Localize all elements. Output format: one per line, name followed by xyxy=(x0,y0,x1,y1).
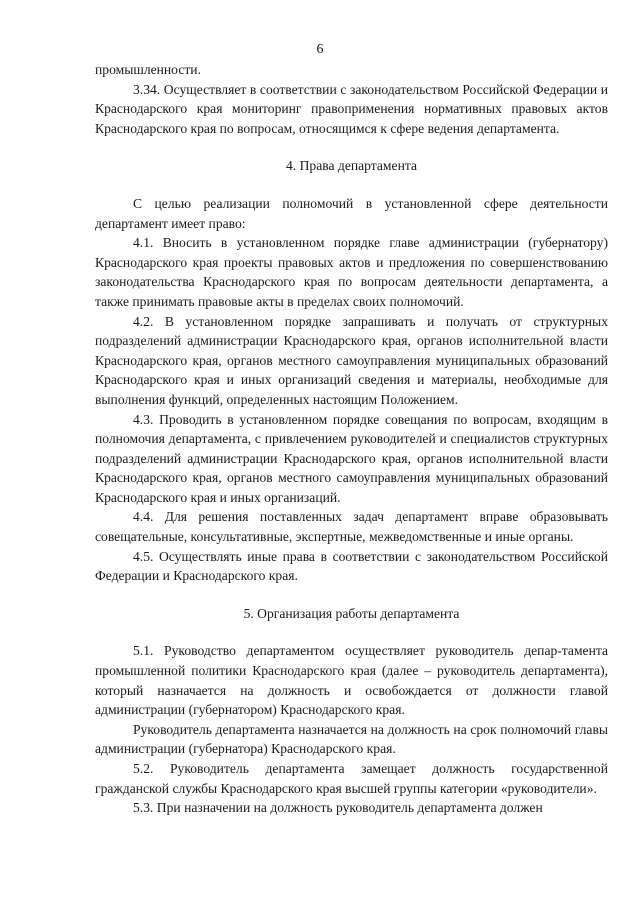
paragraph-continuation: промышленности. xyxy=(95,62,201,77)
document-body xyxy=(95,60,608,818)
paragraph-5-3: 5.3. При назначении на должность руководитель департамента должен xyxy=(133,800,543,816)
paragraph-4-1: 4.1. Вносить в установленном порядке главе администрации (губернатору) Краснодарского края проекты правовых актов и предложения по совершенствованию законодательства Краснодарского края по вопросам деятельности департамента, а также принимать правовые акты в пределах своих полномочий. xyxy=(95,235,608,309)
paragraph-4-3: 4.3. Проводить в установленном порядке совещания по вопросам, входящим в полномочия департамента, с привлечением руководителей и специалистов структурных подразделений администрации Краснодарского края, органов исполнительной власти Краснодарского края, органов местного самоуправления муниципальных образований Краснодарского края и иных организаций. xyxy=(95,411,608,505)
paragraph-5-2: 5.2. Руководитель департамента замещает должность государственной гражданской службы Краснодарского края высшей группы категории «руководители». xyxy=(95,761,608,796)
paragraph-4-5: 4.5. Осуществлять иные права в соответствии с законодательством Российской Федерации и Краснодарского края. xyxy=(95,548,608,584)
section-heading-5: 5. Организация работы департамента xyxy=(243,605,460,621)
paragraph-4-2: 4.2. В установленном порядке запрашивать и получать от структурных подразделений администрации Краснодарского края, органов исполнительной власти Краснодарского края, органов местного самоуправления муниципальных образований Краснодарского края и иных организаций сведения и материалы, необходимые для выполнения функций, определенных настоящим Положением. xyxy=(95,313,608,407)
paragraph-4-4: 4.4. Для решения поставленных задач департамент вправе образовывать совещательные, консультативные, экспертные, межведомственные и иные органы. xyxy=(95,509,608,545)
paragraph-5-1: 5.1. Руководство департаментом осуществляет руководитель депар-тамента промышленной политики Краснодарского края (далее – руководитель департамента), который назначается на должность и освобождается от должности главой администрации (губернатором) Краснодарского края. xyxy=(95,643,608,718)
paragraph-3-34: 3.34. Осуществляет в соответствии с законодательством Российской Федерации и Краснодарского края мониторинг правоприменения нормативных правовых актов Краснодарского края по вопросам, относящимся к сфере ведения департамента. xyxy=(95,81,608,136)
page-number: 6 xyxy=(316,42,324,57)
paragraph-4-intro: С целью реализации полномочий в установленной сфере деятельности департамент имеет право: xyxy=(95,195,608,231)
paragraph-5-1-term: Руководитель департамента назначается на должность на срок полномочий главы администрации (губернатора) Краснодарского края. xyxy=(95,721,608,757)
section-heading-4: 4. Права департамента xyxy=(286,158,417,174)
